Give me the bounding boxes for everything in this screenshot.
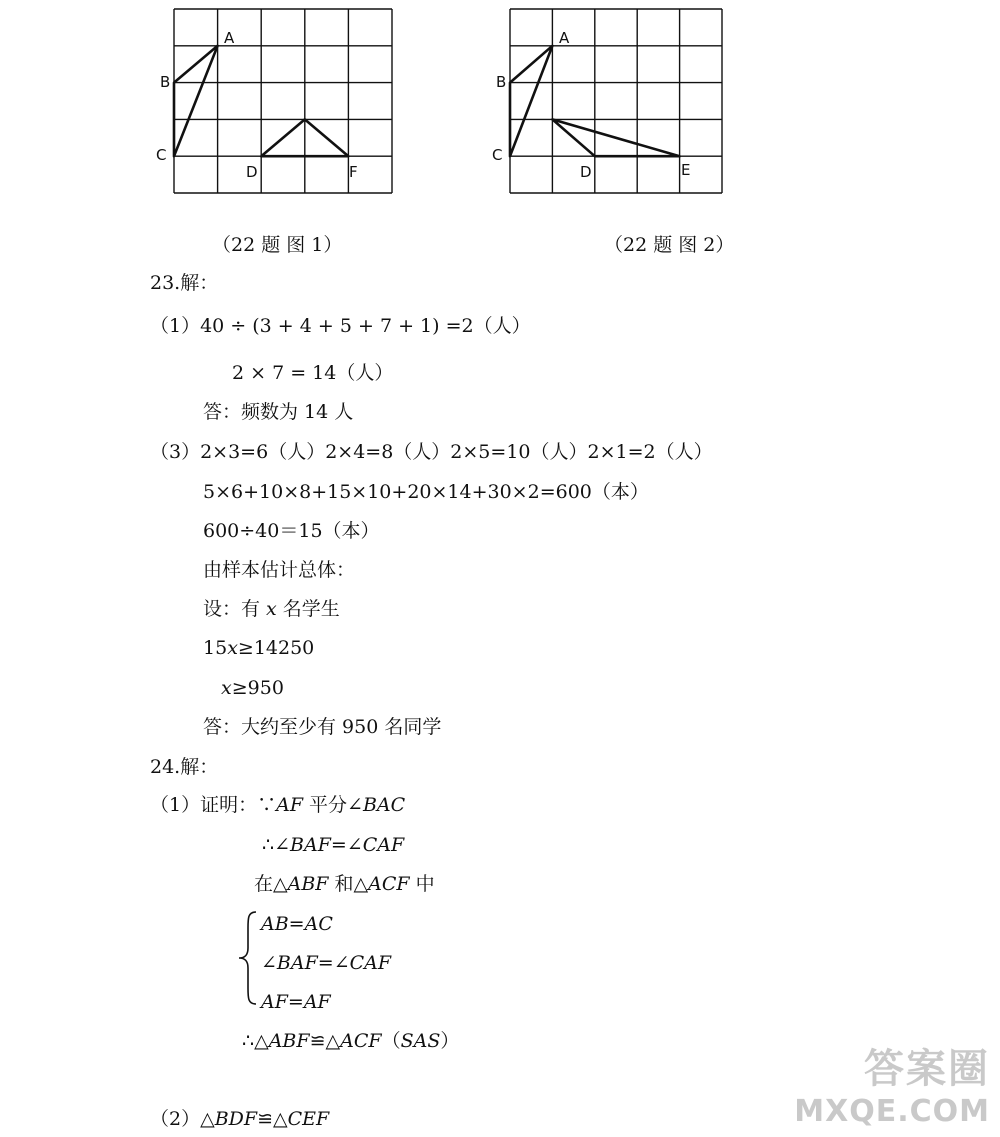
label-b: B bbox=[160, 73, 171, 91]
q23-part1-line1: （1）40 ÷ (3 + 4 + 5 + 7 + 1) =2（人） bbox=[150, 315, 531, 337]
q23-part3-line6: 15x≥14250 bbox=[203, 637, 315, 659]
label-c: C bbox=[156, 146, 167, 164]
q24-part2-line1: （2）△BDF≌△CEF bbox=[150, 1108, 330, 1130]
q23-heading: 23.解： bbox=[150, 272, 219, 294]
q24-condition-3: AF=AF bbox=[261, 991, 331, 1013]
grid-diagram-2 bbox=[486, 5, 746, 205]
watermark-top: 答案圈 bbox=[864, 1046, 990, 1092]
grid-diagram-1 bbox=[150, 5, 410, 205]
label-f: F bbox=[349, 163, 358, 181]
figure-22-2 bbox=[486, 5, 746, 205]
q23-part3-line2: 5×6+10×8+15×10+20×14+30×2=600（本） bbox=[203, 481, 649, 503]
label-a: A bbox=[224, 29, 235, 47]
q24-condition-1: AB=AC bbox=[261, 913, 333, 935]
watermark-bottom: MXQE.COM bbox=[794, 1094, 990, 1129]
figure-22-1 bbox=[150, 5, 410, 205]
triangle-abc bbox=[510, 46, 552, 156]
triangle-abc bbox=[174, 46, 218, 156]
q23-part3-line5: 设：有 x 名学生 bbox=[203, 598, 340, 620]
curly-brace bbox=[236, 910, 260, 1006]
label-c: C bbox=[492, 146, 503, 164]
q24-part1-line1: （1）证明：∵AF 平分∠BAC bbox=[150, 794, 406, 816]
watermark bbox=[794, 1037, 990, 1129]
q24-part1-line2: ∴∠BAF=∠CAF bbox=[262, 834, 405, 856]
q23-part1-line2: 2 × 7 = 14（人） bbox=[232, 362, 394, 384]
q23-part3-line7: x≥950 bbox=[221, 677, 284, 699]
label-e: E bbox=[681, 161, 691, 179]
figure-2-caption: （22 题 图 2） bbox=[604, 234, 735, 256]
q24-condition-2: ∠BAF=∠CAF bbox=[261, 952, 392, 974]
triangle-de bbox=[552, 119, 679, 156]
q23-part3-line4: 由样本估计总体： bbox=[203, 559, 356, 581]
label-d: D bbox=[580, 163, 592, 181]
label-b: B bbox=[496, 73, 507, 91]
q23-part3-answer: 答：大约至少有 950 名同学 bbox=[203, 716, 442, 738]
grid-lines bbox=[174, 9, 392, 193]
q23-part3-line3: 600÷40＝15（本） bbox=[203, 520, 380, 542]
q24-heading: 24.解： bbox=[150, 756, 219, 778]
label-a: A bbox=[559, 29, 570, 47]
label-d: D bbox=[246, 163, 258, 181]
q23-part1-answer: 答：频数为 14 人 bbox=[203, 401, 354, 423]
figure-1-caption: （22 题 图 1） bbox=[212, 234, 343, 256]
q24-conclusion: ∴△ABF≌△ACF（SAS） bbox=[242, 1030, 460, 1052]
q24-part1-line3: 在△ABF 和△ACF 中 bbox=[254, 873, 435, 895]
q23-part3-line1: （3）2×3=6（人）2×4=8（人）2×5=10（人）2×1=2（人） bbox=[150, 441, 713, 463]
